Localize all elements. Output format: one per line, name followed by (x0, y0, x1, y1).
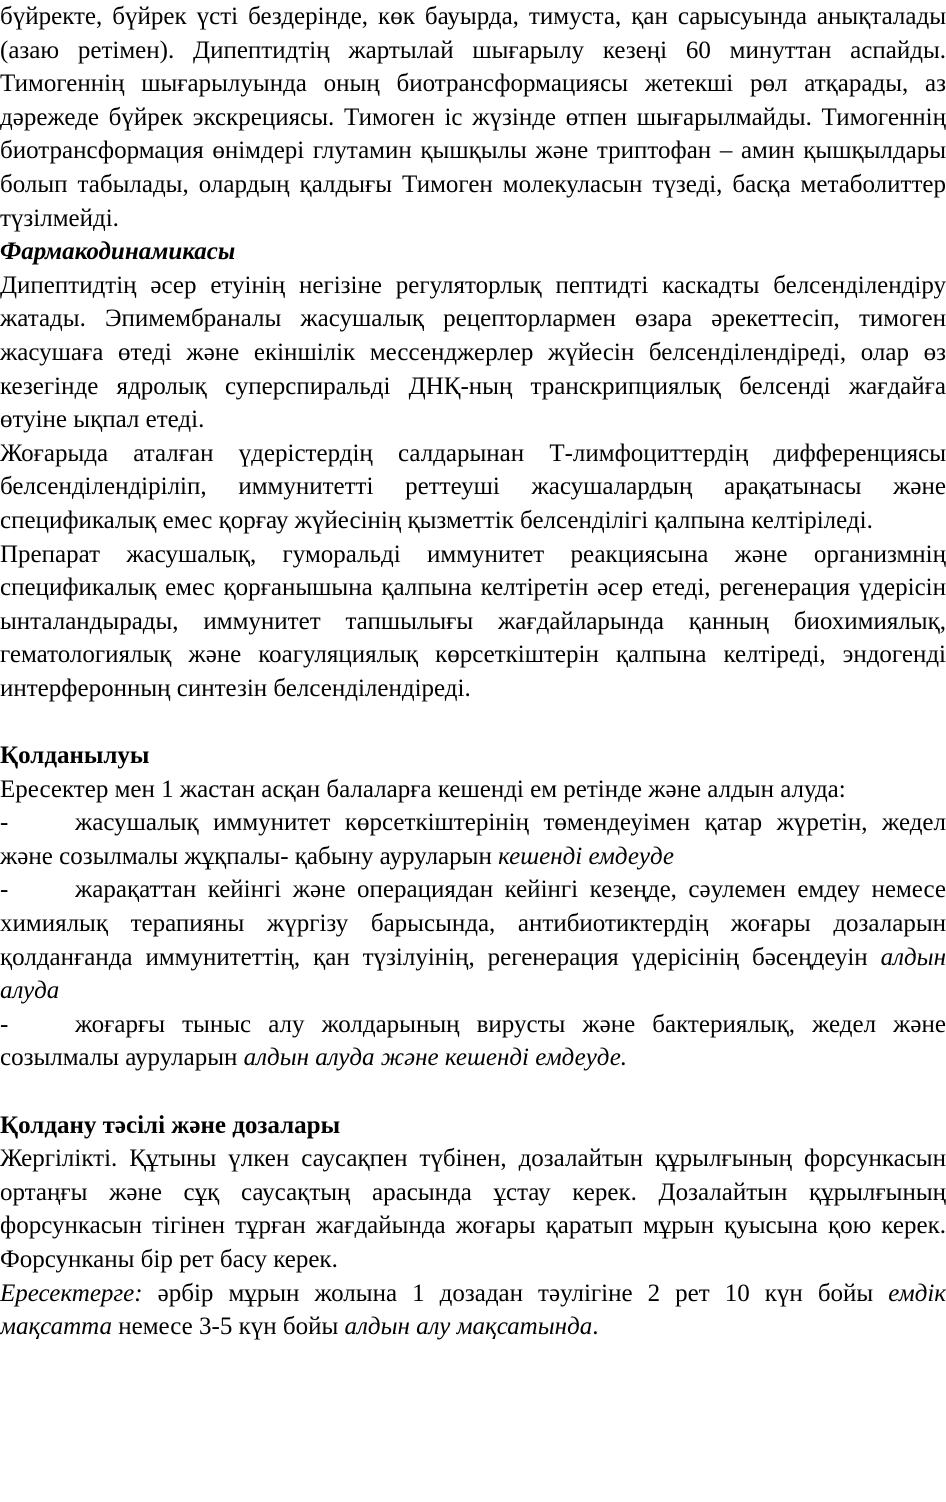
usage-item-italic: кешенді емдеуде (498, 842, 675, 870)
pharmacodynamics-paragraph: Дипептидтің әсер етуінің негізіне регуляторлық пептидті каскадты белсенділендіру жатады. Эпимембраналы жасушалық рецепторлармен өзара әрекеттесіп, тимоген жасушаға өтеді және екіншілік мессенджерлер жүйесін белсенділендіреді, олар өз кезегінде ядролық суперспиральді ДНҚ-ның транскрипциялық белсенді жағдайға өтуіне ықпал етеді. (0, 271, 946, 434)
adults-end: . (592, 1313, 599, 1341)
list-dash: - (0, 876, 9, 904)
pharmacodynamics-paragraph: Препарат жасушалық, гуморальді иммунитет реакциясына және организмнің спецификалық емес қорғанышына қалпына келтіретін әсер етеді, регенерация үдерісін ынталандырады, иммунитет тапшылығы жағдайларында қанның биохимиялық, гематологиялық және коагуляциялық көрсеткіштерін қалпына келтіреді, эндогенді интерферонның синтезін белсенділендіреді. (0, 540, 946, 702)
adults-text: немесе 3-5 күн бойы (112, 1313, 345, 1341)
usage-item (0, 873, 946, 1007)
adults-italic-prevention: алдын алу мақсатында (344, 1313, 593, 1341)
usage-heading: Қолданылуы (0, 742, 150, 770)
adults-label: Ересектерге: (0, 1279, 143, 1307)
pharmacodynamics-paragraph: Жоғарыда аталған үдерістердің салдарынан Т-лимфоциттердің дифференциясы белсенділендіріліп, иммунитетті реттеуші жасушалардың арақатынасы және спецификалық емес қорғау жүйесінің қызметтік белсенділігі қалпына келтіріледі. (0, 439, 946, 534)
usage-item-italic: алдын алуда және кешенді емдеуде. (243, 1044, 628, 1072)
pharmacodynamics-heading: Фармакодинамикасы (0, 238, 236, 266)
blank-line (0, 705, 946, 739)
adults-text: әрбір мұрын жолына 1 дозадан тәулігіне 2 рет 10 күн бойы (142, 1279, 889, 1307)
intro-paragraph: бүйректе, бүйрек үсті бездерінде, көк бауырда, тимуста, қан сарысуында анықталады (азаю ретімен). Дипептидтің жартылай шығарылу кезеңі 60 минуттан аспайды. Тимогеннің шығарылуында оның биотрансформациясы жетекші рөл атқарады, аз дәрежеде бүйрек экскрециясы. Тимоген іс жүзінде өтпен шығарылмайды. Тимогеннің биотрансформация өнімдері глутамин қышқылы және триптофан – амин қышқылдары болып табылады, олардың қалдығы Тимоген молекуласын түзеді, басқа метаболиттер түзілмейді. (0, 3, 946, 232)
usage-item-text: жоғарғы тыныс алу жолдарының вирусты және бактериялық, жедел және созылмалы ауруларын (0, 1010, 946, 1072)
usage-intro: Ересектер мен 1 жастан асқан балаларға кешенді ем ретінде және алдын алуда: (0, 775, 846, 803)
usage-item-text: жасушалық иммунитет көрсеткіштерінің төмендеуімен қатар жүретін, жедел және созылмалы жұқпалы- қабыну ауруларын (0, 809, 946, 870)
list-dash: - (0, 809, 9, 837)
dosage-paragraph: Жергілікті. Құтыны үлкен саусақпен түбінен, дозалайтын құрылғының форсункасын ортаңғы және сұқ саусақтың арасында ұстау керек. Дозалайтын құрылғының форсункасын тігінен тұрған жағдайында жоғары қаратып мұрын қуысына қою керек. Форсунканы бір рет басу керек. (0, 1145, 946, 1273)
usage-item-italic: алдын алуда (0, 943, 946, 1005)
list-dash: - (0, 1010, 9, 1038)
adults-italic-treatment: емдік мақсатта (0, 1279, 946, 1341)
blank-line (0, 1075, 946, 1109)
usage-item (0, 806, 946, 873)
dosage-adults-paragraph (0, 1277, 946, 1344)
usage-item-text: жарақаттан кейінгі және операциядан кейінгі кезеңде, сәулемен емдеу немесе химиялық терапияны жүргізу барысында, антибиотиктердің жоғары дозаларын қолданғанда иммунитеттің, қан түзілуінің, регенерация үдерісінің бәсеңдеуін (0, 876, 946, 971)
dosage-heading: Қолдану тәсілі және дозалары (0, 1111, 341, 1139)
usage-item (0, 1008, 946, 1075)
